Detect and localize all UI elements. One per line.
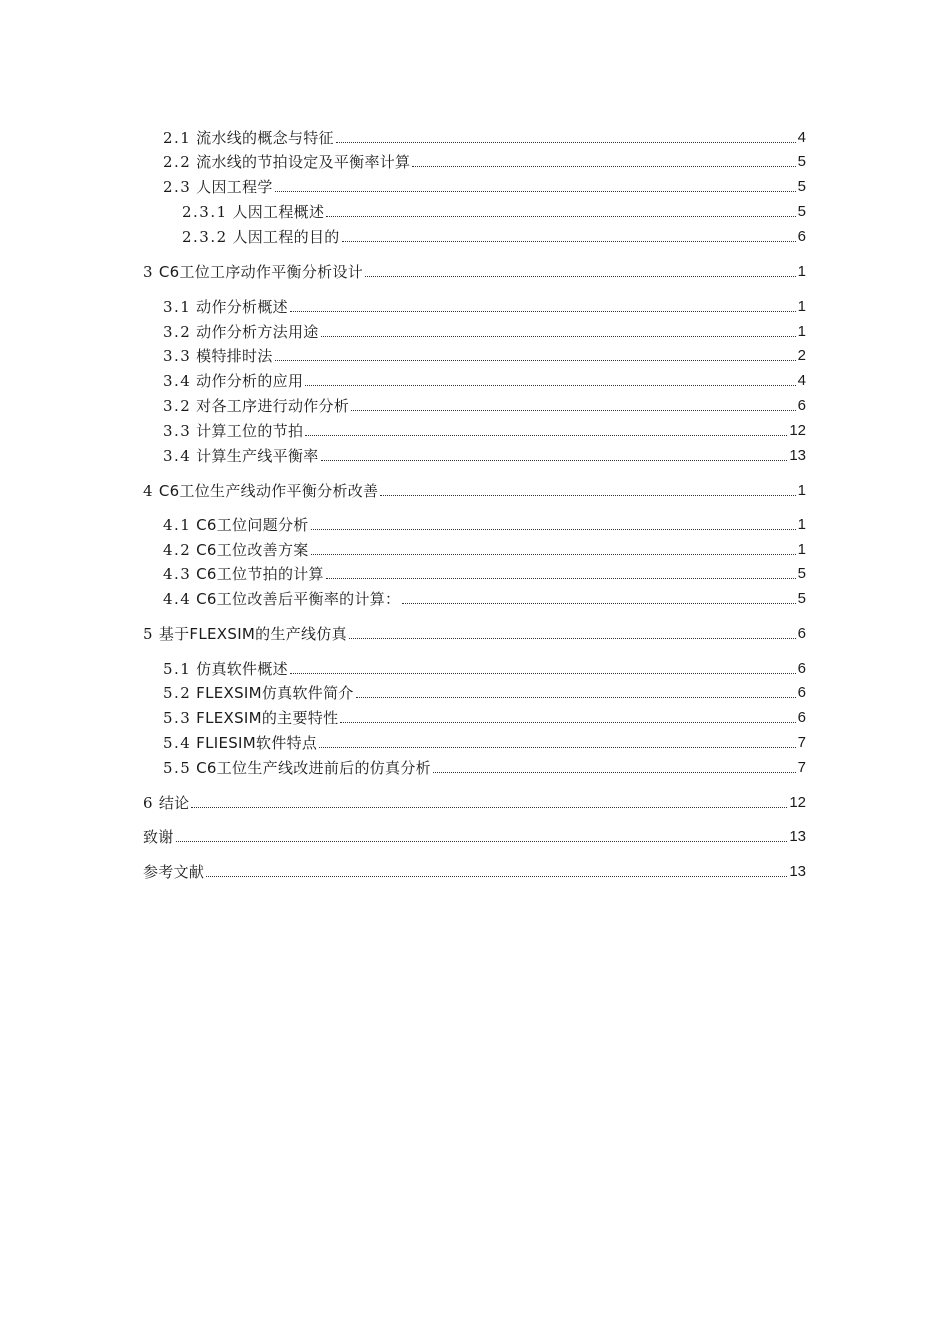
toc-dot-leader <box>356 697 796 698</box>
toc-entry-page-number: 1 <box>797 541 806 558</box>
toc-entry-number: 4.4 <box>163 590 192 608</box>
toc-entry-page-number: 6 <box>797 684 806 701</box>
toc-entry-title: C6工位问题分析 <box>196 516 309 534</box>
toc-entry[interactable] <box>143 261 806 283</box>
toc-entry-title: 流水线的节拍设定及平衡率计算 <box>196 153 411 171</box>
toc-entry[interactable] <box>182 201 806 223</box>
toc-entry[interactable] <box>163 420 806 442</box>
toc-entry-page-number: 1 <box>797 482 806 499</box>
toc-entry[interactable] <box>163 563 806 585</box>
toc-entry-title: C6工位生产线改进前后的仿真分析 <box>196 759 431 777</box>
toc-entry-number: 3.2 <box>163 397 192 415</box>
toc-dot-leader <box>326 578 796 579</box>
toc-entry-number: 3.2 <box>163 323 192 341</box>
toc-entry[interactable] <box>163 395 806 417</box>
toc-dot-leader <box>275 360 796 361</box>
toc-entry-page-number: 1 <box>797 298 806 315</box>
toc-entry-number: 3.4 <box>163 447 192 465</box>
toc-entry-page-number: 6 <box>797 228 806 245</box>
toc-entry[interactable] <box>163 588 806 610</box>
toc-entry-page-number: 13 <box>789 447 806 464</box>
toc-entry-title: 致谢 <box>143 828 174 846</box>
toc-entry[interactable] <box>143 623 806 645</box>
toc-dot-leader <box>412 166 795 167</box>
toc-entry-page-number: 6 <box>797 625 806 642</box>
toc-entry-number: 2.3.1 <box>182 203 228 221</box>
toc-entry-number: 3 <box>143 263 155 281</box>
toc-entry-title: 计算工位的节拍 <box>196 422 304 440</box>
toc-entry[interactable] <box>143 826 806 848</box>
toc-entry-page-number: 4 <box>797 129 806 146</box>
toc-entry-page-number: 5 <box>797 203 806 220</box>
toc-entry-page-number: 7 <box>797 759 806 776</box>
toc-entry[interactable] <box>163 176 806 198</box>
toc-entry[interactable] <box>163 732 806 754</box>
toc-entry[interactable] <box>163 539 806 561</box>
toc-entry[interactable] <box>163 514 806 536</box>
toc-entry[interactable] <box>163 707 806 729</box>
toc-entry-title: 参考文献 <box>143 863 205 881</box>
toc-entry-number: 4 <box>143 482 155 500</box>
toc-entry-title: 流水线的概念与特征 <box>196 129 334 147</box>
toc-dot-leader <box>206 876 787 877</box>
toc-entry-title: 对各工序进行动作分析 <box>196 397 350 415</box>
toc-entry-page-number: 12 <box>789 794 806 811</box>
toc-entry-page-number: 2 <box>797 347 806 364</box>
toc-dot-leader <box>311 529 796 530</box>
toc-entry[interactable] <box>163 757 806 779</box>
toc-entry-title: 结论 <box>158 794 190 812</box>
toc-entry-number: 5.4 <box>163 734 192 752</box>
toc-entry-page-number: 1 <box>797 516 806 533</box>
toc-dot-leader <box>402 603 795 604</box>
toc-entry-number: 5.3 <box>163 709 192 727</box>
toc-entry-page-number: 12 <box>789 422 806 439</box>
toc-dot-leader <box>191 807 787 808</box>
toc-entry-number: 2.3 <box>163 178 192 196</box>
toc-entry-number: 2.1 <box>163 129 192 147</box>
toc-entry-title: 基于FLEXSIM的生产线仿真 <box>158 625 347 643</box>
toc-entry-number: 2.2 <box>163 153 192 171</box>
toc-entry-title: FLEXSIM的主要特性 <box>196 709 339 727</box>
toc-dot-leader <box>433 772 796 773</box>
toc-entry-page-number: 5 <box>797 178 806 195</box>
toc-entry-title: C6工位生产线动作平衡分析改善 <box>158 482 379 500</box>
toc-entry-title: 人因工程概述 <box>232 203 325 221</box>
toc-entry-number: 5.1 <box>163 660 192 678</box>
toc-dot-leader <box>305 435 787 436</box>
toc-entry-title: C6工位节拍的计算 <box>196 565 324 583</box>
toc-entry-number: 5.5 <box>163 759 192 777</box>
toc-entry-number: 4.1 <box>163 516 192 534</box>
toc-dot-leader <box>321 336 796 337</box>
toc-entry[interactable] <box>163 151 806 173</box>
toc-dot-leader <box>176 841 788 842</box>
toc-entry-number: 5.2 <box>163 684 192 702</box>
toc-entry[interactable] <box>163 445 806 467</box>
toc-entry[interactable] <box>163 682 806 704</box>
toc-entry-page-number: 5 <box>797 590 806 607</box>
toc-dot-leader <box>321 460 788 461</box>
toc-entry-title: FLEXSIM仿真软件简介 <box>196 684 354 702</box>
toc-entry-number: 3.3 <box>163 422 192 440</box>
toc-entry-number: 3.3 <box>163 347 192 365</box>
toc-entry[interactable] <box>163 127 806 149</box>
toc-entry-title: C6工位改善方案 <box>196 541 309 559</box>
toc-entry[interactable] <box>163 370 806 392</box>
toc-entry-title: 计算生产线平衡率 <box>196 447 319 465</box>
toc-dot-leader <box>311 554 796 555</box>
toc-entry-number: 6 <box>143 794 155 812</box>
toc-entry-number: 4.2 <box>163 541 192 559</box>
toc-dot-leader <box>275 191 796 192</box>
toc-entry[interactable] <box>182 226 806 248</box>
toc-entry-page-number: 1 <box>797 323 806 340</box>
toc-dot-leader <box>319 747 795 748</box>
toc-entry-number: 3.1 <box>163 298 192 316</box>
toc-entry-page-number: 4 <box>797 372 806 389</box>
toc-dot-leader <box>336 142 796 143</box>
toc-dot-leader <box>380 495 795 496</box>
toc-dot-leader <box>340 722 795 723</box>
toc-entry-page-number: 13 <box>789 863 806 880</box>
toc-dot-leader <box>342 241 796 242</box>
toc-entry[interactable] <box>143 792 806 814</box>
toc-entry[interactable] <box>163 321 806 343</box>
toc-entry[interactable] <box>163 345 806 367</box>
toc-entry-title: 人因工程学 <box>196 178 273 196</box>
toc-entry-title: FLIESIM软件特点 <box>196 734 318 752</box>
toc-entry-page-number: 6 <box>797 660 806 677</box>
toc-dot-leader <box>290 673 796 674</box>
toc-entry-title: 仿真软件概述 <box>196 660 288 678</box>
toc-entry-title: 动作分析的应用 <box>196 372 304 390</box>
toc-dot-leader <box>326 216 795 217</box>
toc-dot-leader <box>365 276 796 277</box>
toc-dot-leader <box>305 385 795 386</box>
toc-entry-page-number: 1 <box>797 263 806 280</box>
toc-entry[interactable] <box>143 480 806 502</box>
toc-entry-page-number: 5 <box>797 153 806 170</box>
toc-entry-title: 模特排时法 <box>196 347 273 365</box>
toc-entry[interactable] <box>163 658 806 680</box>
toc-entry-page-number: 13 <box>789 828 806 845</box>
toc-entry-number: 4.3 <box>163 565 192 583</box>
toc-entry[interactable] <box>143 861 806 883</box>
toc-entry-page-number: 6 <box>797 397 806 414</box>
toc-entry-title: 动作分析概述 <box>196 298 288 316</box>
toc-entry-number: 2.3.2 <box>182 228 228 246</box>
toc-entry-title: 人因工程的目的 <box>232 228 340 246</box>
toc-entry-page-number: 7 <box>797 734 806 751</box>
toc-entry-page-number: 5 <box>797 565 806 582</box>
toc-entry-title: 动作分析方法用途 <box>196 323 319 341</box>
toc-dot-leader <box>349 638 796 639</box>
toc-dot-leader <box>290 311 796 312</box>
toc-entry[interactable] <box>163 296 806 318</box>
toc-entry-number: 3.4 <box>163 372 192 390</box>
toc-entry-title: C6工位工序动作平衡分析设计 <box>158 263 364 281</box>
toc-entry-page-number: 6 <box>797 709 806 726</box>
toc-entry-title: C6工位改善后平衡率的计算： <box>196 590 401 608</box>
toc-dot-leader <box>351 410 796 411</box>
toc-entry-number: 5 <box>143 625 155 643</box>
